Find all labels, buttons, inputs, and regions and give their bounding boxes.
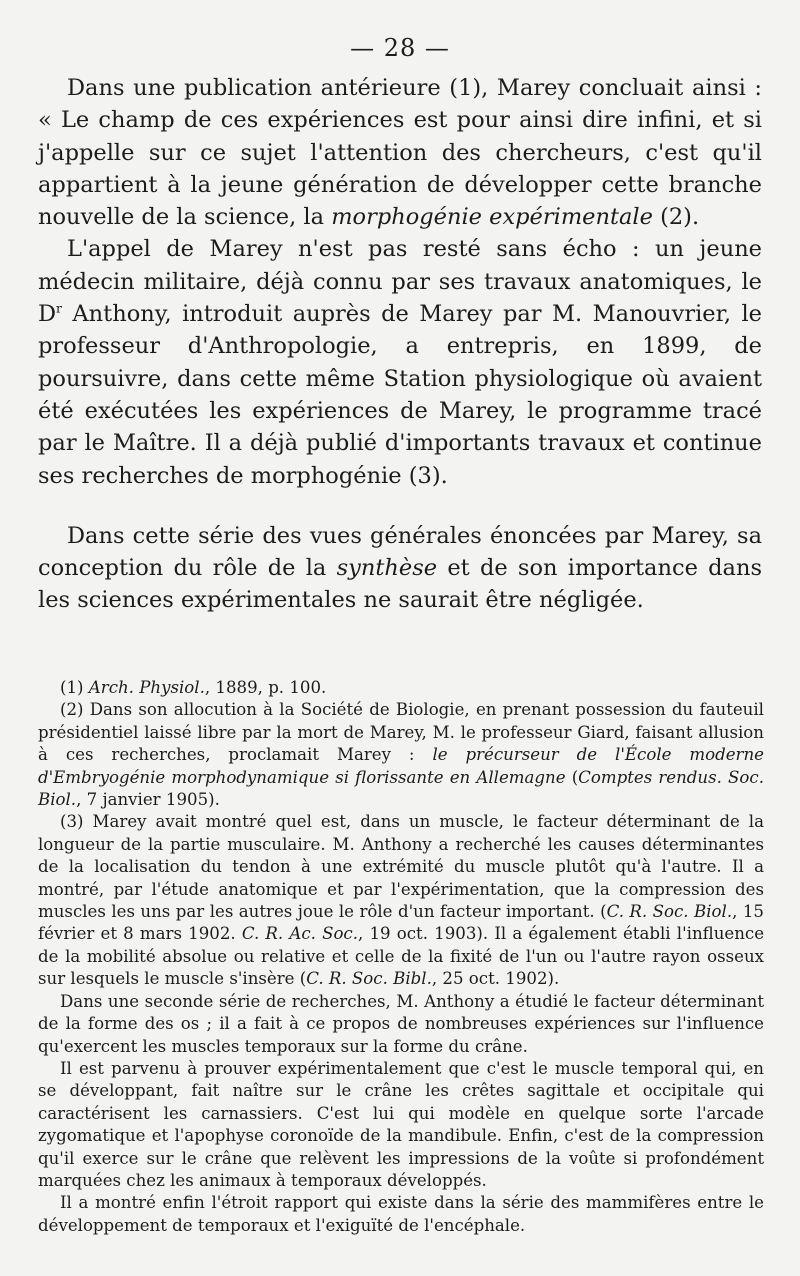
footnote-1: (1) Arch. Physiol., 1889, p. 100. (60, 678, 327, 697)
paragraph-3: Dans cette série des vues générales énoncées par Marey, sa conception du rôle de la synthèse et de son importance dans les sciences expérimentales ne saurait être négligée. (38, 522, 763, 614)
paragraph-1: Dans une publication antérieure (1), Marey concluait ainsi : « Le champ de ces expériences est pour ainsi dire infini, et si j'appelle sur ce sujet l'attention des chercheurs, c'est qu'il appartient à la jeune génération de développer cette branche nouvelle de la science, la morphogénie expérimentale (2). (38, 75, 762, 231)
italic-term: morphogénie expérimentale (331, 204, 653, 231)
main-text (38, 72, 762, 617)
footnote-3-paragraph-4: Il a montré enfin l'étroit rapport qui existe dans la série des mammifères entre le développement de temporaux et l'exiguïté de l'encéphale. (38, 1193, 764, 1235)
paragraph-2: L'appel de Marey n'est pas resté sans écho : un jeune médecin militaire, déjà connu par ses travaux anatomiques, le $D^r$ Anthony, introduit auprès de Marey par M. Manouvrier, le professeur d'Anthropologie, a entrepris, en 1899, de poursuivre, dans cette même Station physiologique où avaient été exécutées les expériences de Marey, le programme tracé par le Maître. Il a déjà publié d'importants travaux et continue ses recherches de morphogénie (3). (38, 236, 762, 489)
superscript: r (56, 301, 62, 316)
footnote-3-paragraph-3: Il est parvenu à prouver expérimentalement que c'est le muscle temporal qui, en se développant, fait naître sur le crâne les crêtes sagittale et occipitale qui caractérisent les carnassiers. C'est lui qui modèle en quelque sorte l'arcade zygomatique et l'apophyse coronoïde de la mandibule. Enfin, c'est de la compression qu'il exerce sur le crâne que relèvent les impressions de la voûte si profondément marquées chez les animaux à temporaux développés. (38, 1058, 764, 1190)
footnotes (38, 677, 764, 1237)
footnote-2: (2) Dans son allocution à la Société de Biologie, en prenant possession du fauteuil présidentiel laissé libre par la mort de Marey, M. le professeur Giard, faisant allusion à ces recherches, proclamait Marey : le précurseur de l'École moderne d'Embryogénie morphodynamique si florissante en Allemagne (Comptes rendus. Soc. Biol., 7 janvier 1905). (38, 700, 764, 810)
italic-term: synthèse (336, 555, 438, 582)
footnote-3: (3) Marey avait montré quel est, dans un muscle, le facteur déterminant de la longueur de la partie musculaire. M. Anthony a recherché les causes déterminantes de la localisation du tendon à une extrémité du muscle plutôt qu'à l'autre. Il a montré, par l'étude anatomique et par l'expérimentation, que la compression des muscles les uns par les autres joue le rôle d'un facteur important. (C. R. Soc. Biol., 15 février et 8 mars 1902. C. R. Ac. Soc., 19 oct. 1903). Il a également établi l'influence de la mobilité absolue ou relative et celle de la fixité de l'un ou l'autre rayon osseux sur lesquels le muscle s'insère (C. R. Soc. Bibl., 25 oct. 1902). (38, 812, 765, 989)
footnote-3-paragraph-2: Dans une seconde série de recherches, M. Anthony a étudié le facteur déterminant de la forme des os ; il a fait à ce propos de nombreuses expériences sur l'influence qu'exercent les muscles temporaux sur la forme du crâne. (38, 991, 764, 1056)
page-number: — 28 — (350, 34, 450, 62)
